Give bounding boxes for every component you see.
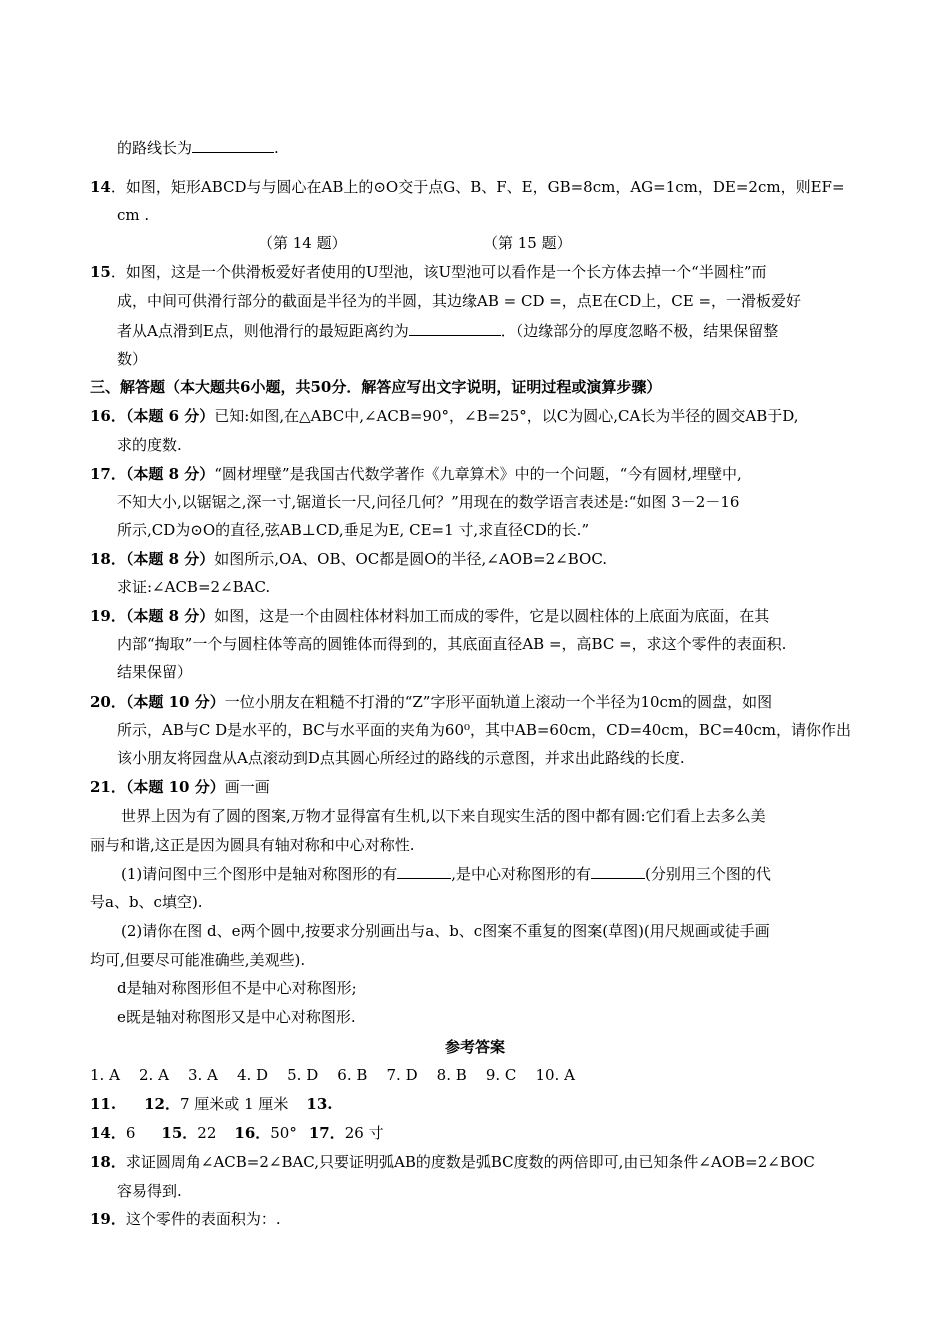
answers-row-1: 1. A 2. A 3. A 4. D 5. D 6. B 7. D 8. B 9. C 10. A — [90, 1066, 575, 1084]
q20-line2: 所示，AB与C D是水平的，BC与水平面的夹角为60⁰，其中AB=60cm，CD=40cm，BC=40cm，请你作出 — [117, 721, 851, 739]
q21-sub1-line2: 号a、b、c填空). — [90, 893, 203, 911]
section-3-heading: 三、解答题（本大题共6小题，共50分．解答应写出文字说明，证明过程或演算步骤） — [90, 378, 662, 396]
q16-line1: 16．（本题 6 分）已知:如图,在△ABC中,∠ACB=90°，∠B=25°，以C为圆心,CA长为半径的圆交AB于D, — [90, 407, 799, 425]
q21-sub2-line1: (2)请你在图 d、e两个圆中,按要求分别画出与a、b、c图案不重复的图案(草图)(用尺规画或徒手画 — [121, 922, 770, 940]
q19-line1: 19．（本题 8 分）如图，这是一个由圆柱体材料加工而成的零件，它是以圆柱体的上底面为底面，在其 — [90, 607, 770, 625]
q15-line1: 15．如图，这是一个供滑板爱好者使用的U型池，该U型池可以看作是一个长方体去掉一个“半圆柱”而 — [90, 263, 767, 281]
q14-line1: 14．如图，矩形ABCD与与圆心在AB上的⊙O交于点G、B、F、E，GB=8cm，AG=1cm，DE=2cm，则EF= — [90, 178, 845, 196]
answer-18-line2: 容易得到. — [117, 1182, 182, 1200]
q21-sub2-line2: 均可,但要尽可能准确些,美观些). — [90, 951, 306, 969]
q21-sub1-line1: (1)请问图中三个图形中是轴对称图形的有 ,是中心对称图形的有 (分别用三个图的代 — [121, 862, 771, 885]
answers-row-3: 14．6 15．22 16．50° 17．26 寸 — [90, 1124, 384, 1142]
q21-para2: 丽与和谐,这正是因为圆具有轴对称和中心对称性. — [90, 836, 415, 854]
q17-line2: 不知大小,以锯锯之,深一寸,锯道长一尺,问径几何？”用现在的数学语言表述是:“如图 3－2－16 — [117, 493, 740, 511]
q17-line1: 17．（本题 8 分）“圆材埋壁”是我国古代数学著作《九章算术》中的一个问题，“今有圆材,埋壁中, — [90, 465, 742, 483]
caption-14: （第 14 题） — [258, 234, 347, 252]
q17-line3: 所示,CD为⊙O的直径,弦AB⊥CD,垂足为E, CE=1 寸,求直径CD的长.” — [117, 521, 590, 539]
q13-continuation: 的路线长为 . — [117, 136, 279, 159]
q16-line2: 求的度数. — [117, 436, 182, 454]
q18-line1: 18．（本题 8 分）如图所示,OA、OB、OC都是圆O的半径,∠AOB=2∠BOC. — [90, 550, 608, 568]
q21-para1: 世界上因为有了圆的图案,万物才显得富有生机,以下来自现实生活的图中都有圆:它们看上去多么美 — [121, 807, 766, 825]
answer-blank — [192, 136, 274, 153]
q19-line2: 内部“掏取”一个与圆柱体等高的圆锥体而得到的，其底面直径AB =，高BC =，求这个零件的表面积. — [117, 635, 787, 653]
answer-blank — [397, 862, 451, 879]
answer-blank — [409, 319, 501, 336]
answer-18-line1: 18．求证圆周角∠ACB=2∠BAC,只要证明弧AB的度数是弧BC度数的两倍即可,由已知条件∠AOB=2∠BOC — [90, 1153, 815, 1171]
q21-e: e既是轴对称图形又是中心对称图形. — [117, 1008, 356, 1026]
q15-line2: 成，中间可供滑行部分的截面是半径为的半圆，其边缘AB = CD =，点E在CD上，CE =，一滑板爱好 — [117, 292, 802, 310]
q18-line2: 求证:∠ACB=2∠BAC. — [117, 578, 271, 596]
answers-row-2: 11. 12．7 厘米或 1 厘米 13. — [90, 1095, 333, 1113]
q21-d: d是轴对称图形但不是中心对称图形; — [117, 979, 357, 997]
answers-title: 参考答案 — [444, 1038, 505, 1056]
caption-15: （第 15 题） — [483, 234, 572, 252]
q15-line3: 者从A点滑到E点，则他滑行的最短距离约为 ．（边缘部分的厚度忽略不极，结果保留整 — [117, 319, 778, 342]
q14-line2: cm . — [117, 206, 150, 224]
q20-line3: 该小朋友将园盘从A点滚动到D点其圆心所经过的路线的示意图，并求出此路线的长度. — [117, 749, 685, 767]
q21-line1: 21．（本题 10 分）画一画 — [90, 778, 270, 796]
q20-line1: 20．（本题 10 分）一位小朋友在粗糙不打滑的“Z”字形平面轨道上滚动一个半径为10cm的圆盘，如图 — [90, 693, 773, 711]
answer-blank — [591, 862, 645, 879]
q19-line3: 结果保留） — [117, 663, 193, 681]
answer-19: 19．这个零件的表面积为：. — [90, 1210, 281, 1228]
q15-line4: 数） — [117, 350, 148, 368]
